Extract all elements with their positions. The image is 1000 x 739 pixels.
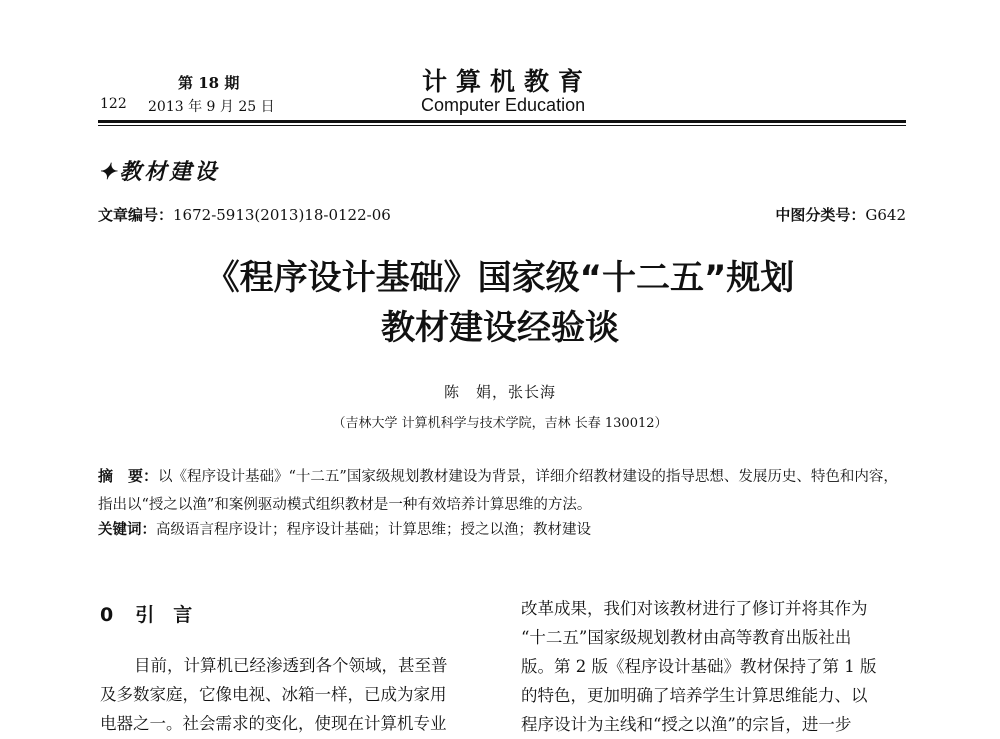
body-line: 电器之一。社会需求的变化，使现在计算机专业 [100,714,447,733]
authors: 陈 娟，张长海 [443,383,556,401]
body-column-right [521,594,876,739]
abstract-label: 摘 要： [98,467,159,485]
classification-number [775,204,906,225]
paper-title-line-1: 《程序设计基础》国家级“十二五”规划 [205,258,795,298]
keywords-text: 高级语言程序设计；程序设计基础；计算思维；授之以渔；教材建设 [156,522,591,538]
article-number-value: 1672-5913(2013)18-0122-06 [173,206,391,224]
keywords-label: 关键词： [98,522,156,538]
body-line: 程序设计为主线和“授之以渔”的宗旨，进一步 [521,715,852,734]
header-rule-thin [98,125,906,126]
page-number: 122 [100,96,127,112]
classification-value: G642 [865,206,906,224]
section-number: 0 [100,604,114,626]
journal-title-cn: 计算机教育 [422,67,593,96]
body-column-left [100,651,448,738]
publication-date: 2013 年 9 月 25 日 [148,99,275,115]
abstract [98,462,910,519]
classification-label: 中图分类号： [775,206,866,224]
issue-number: 第 18 期 [178,74,240,92]
body-line: 目前，计算机已经渗透到各个领域，甚至普 [134,656,448,675]
body-line: “十二五”国家级规划教材由高等教育出版社出 [521,628,852,647]
body-line: 的特色，更加明确了培养学生计算思维能力、以 [521,686,868,705]
article-number [98,204,391,225]
keywords [98,518,591,539]
article-number-label: 文章编号： [98,206,174,224]
section-title: 引 言 [135,604,193,626]
journal-title-en: Computer Education [421,95,586,115]
body-line: 版。第 2 版《程序设计基础》教材保持了第 1 版 [521,657,877,676]
body-line: 改革成果，我们对该教材进行了修订并将其作为 [521,599,868,618]
body-line: 及多数家庭，它像电视、冰箱一样，已成为家用 [100,685,447,704]
paper-title-line-2: 教材建设经验谈 [381,308,619,348]
section-heading [100,600,192,627]
abstract-text: 以《程序设计基础》“十二五”国家级规划教材建设为背景，详细介绍教材建设的指导思想、发展历史、特色和内容，指出以“授之以渔”和案例驱动模式组织教材是一种有效培养计算思维的方法。 [98,469,898,513]
affiliation: （吉林大学 计算机科学与技术学院，吉林 长春 130012） [332,416,668,431]
header-rule-thick [98,120,906,123]
section-tag: ✦教材建设 [98,159,220,185]
